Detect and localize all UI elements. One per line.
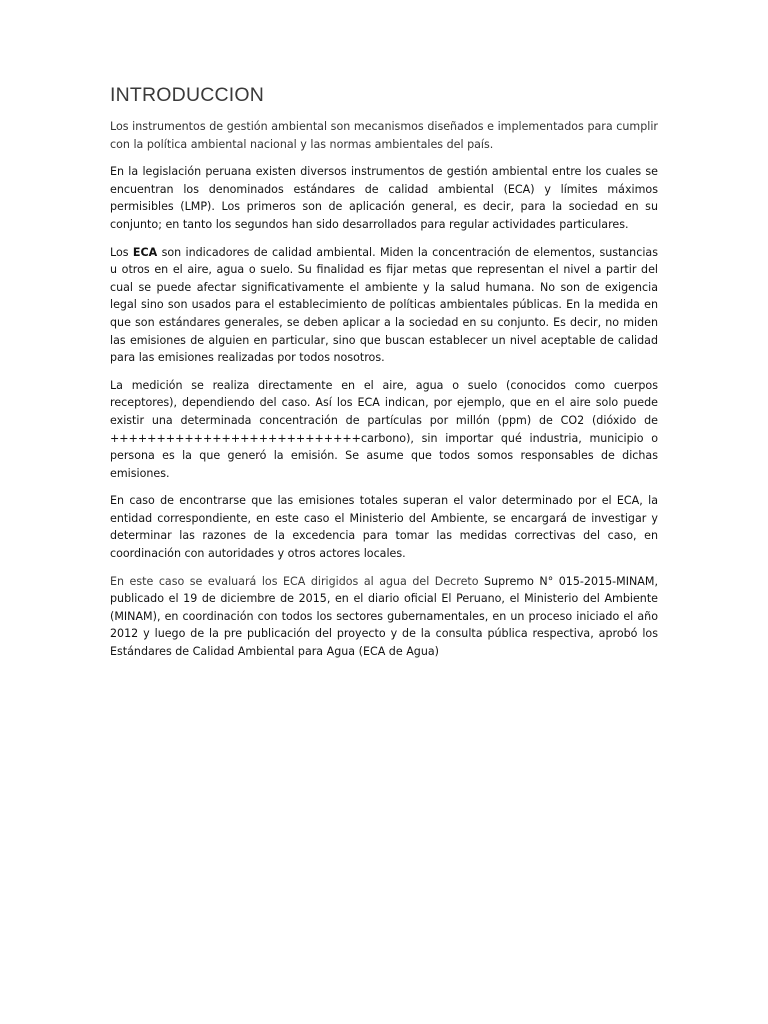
paragraph-medicion: La medición se realiza directamente en el aire, agua o suelo (conocidos como cuerpos receptores), dependiendo del caso. Así los ECA indican, por ejemplo, que en el aire solo puede existir una determinada concentración de partículas por millón (ppm) de CO2 (dióxido de +++++++++++++++++++++++++++carbono), sin importar qué industria, municipio o persona es la que generó la emisión. Se asume que todos somos responsables de dichas emisiones. [110,378,658,480]
document-title: INTRODUCCION [110,84,265,106]
paragraph-decreto-body: Supremo N° 015-2015-MINAM, publicado el 19 de diciembre de 2015, en el diario oficial El Peruano, el Ministerio del Ambiente (MINAM), en coordinación con todos los sectores gubernamentales, en un proceso iniciado el año 2012 y luego de la pre publicación del proyecto y de la consulta pública respectiva, aprobó los Estándares de Calidad Ambiental para Agua (ECA de Agua) [110,574,658,659]
eca-bold-term: ECA [132,245,158,259]
paragraph-legislacion: En la legislación peruana existen diversos instrumentos de gestión ambiental entre los cuales se encuentran los denominados estándares de calidad ambiental (ECA) y límites máximos permisibles (LMP). Los primeros son de aplicación general, es decir, para la sociedad en su conjunto; en tanto los segundos han sido desarrollados para regular actividades particulares. [110,165,658,231]
paragraph-intro: Los instrumentos de gestión ambiental son mecanismos diseñados e implementados para cumplir con la política ambiental nacional y las normas ambientales del país. [110,120,658,151]
document-page [110,84,658,671]
paragraph-excedencia: En caso de encontrarse que las emisiones totales superan el valor determinado por el ECA, la entidad correspondiente, en este caso el Ministerio del Ambiente, se encargará de investigar y determinar las razones de la excedencia para tomar las medidas correctivas del caso, en coordinación con autoridades y otros actores locales. [110,494,658,561]
paragraph-decreto [110,573,658,661]
paragraph-eca-definicion [110,244,658,367]
paragraph-eca-body: son indicadores de calidad ambiental. Miden la concentración de elementos, sustancias u otros en el aire, agua o suelo. Su finalidad es fijar metas que representan el nivel a partir del cual se puede afectar significativamente el ambiente y la salud humana. No son de exigencia legal sino son usados para el establecimiento de políticas ambientales públicas. En la medida en que son estándares generales, se deben aplicar a la sociedad en su conjunto. Es decir, no miden las emisiones de alguien en particular, sino que buscan establecer un nivel aceptable de calidad para las emisiones realizadas por todos nosotros. [110,245,658,365]
paragraph-eca-lead: Los [110,245,133,259]
paragraph-decreto-lead: En este caso se evaluará los ECA dirigidos al agua del Decreto [110,574,485,588]
